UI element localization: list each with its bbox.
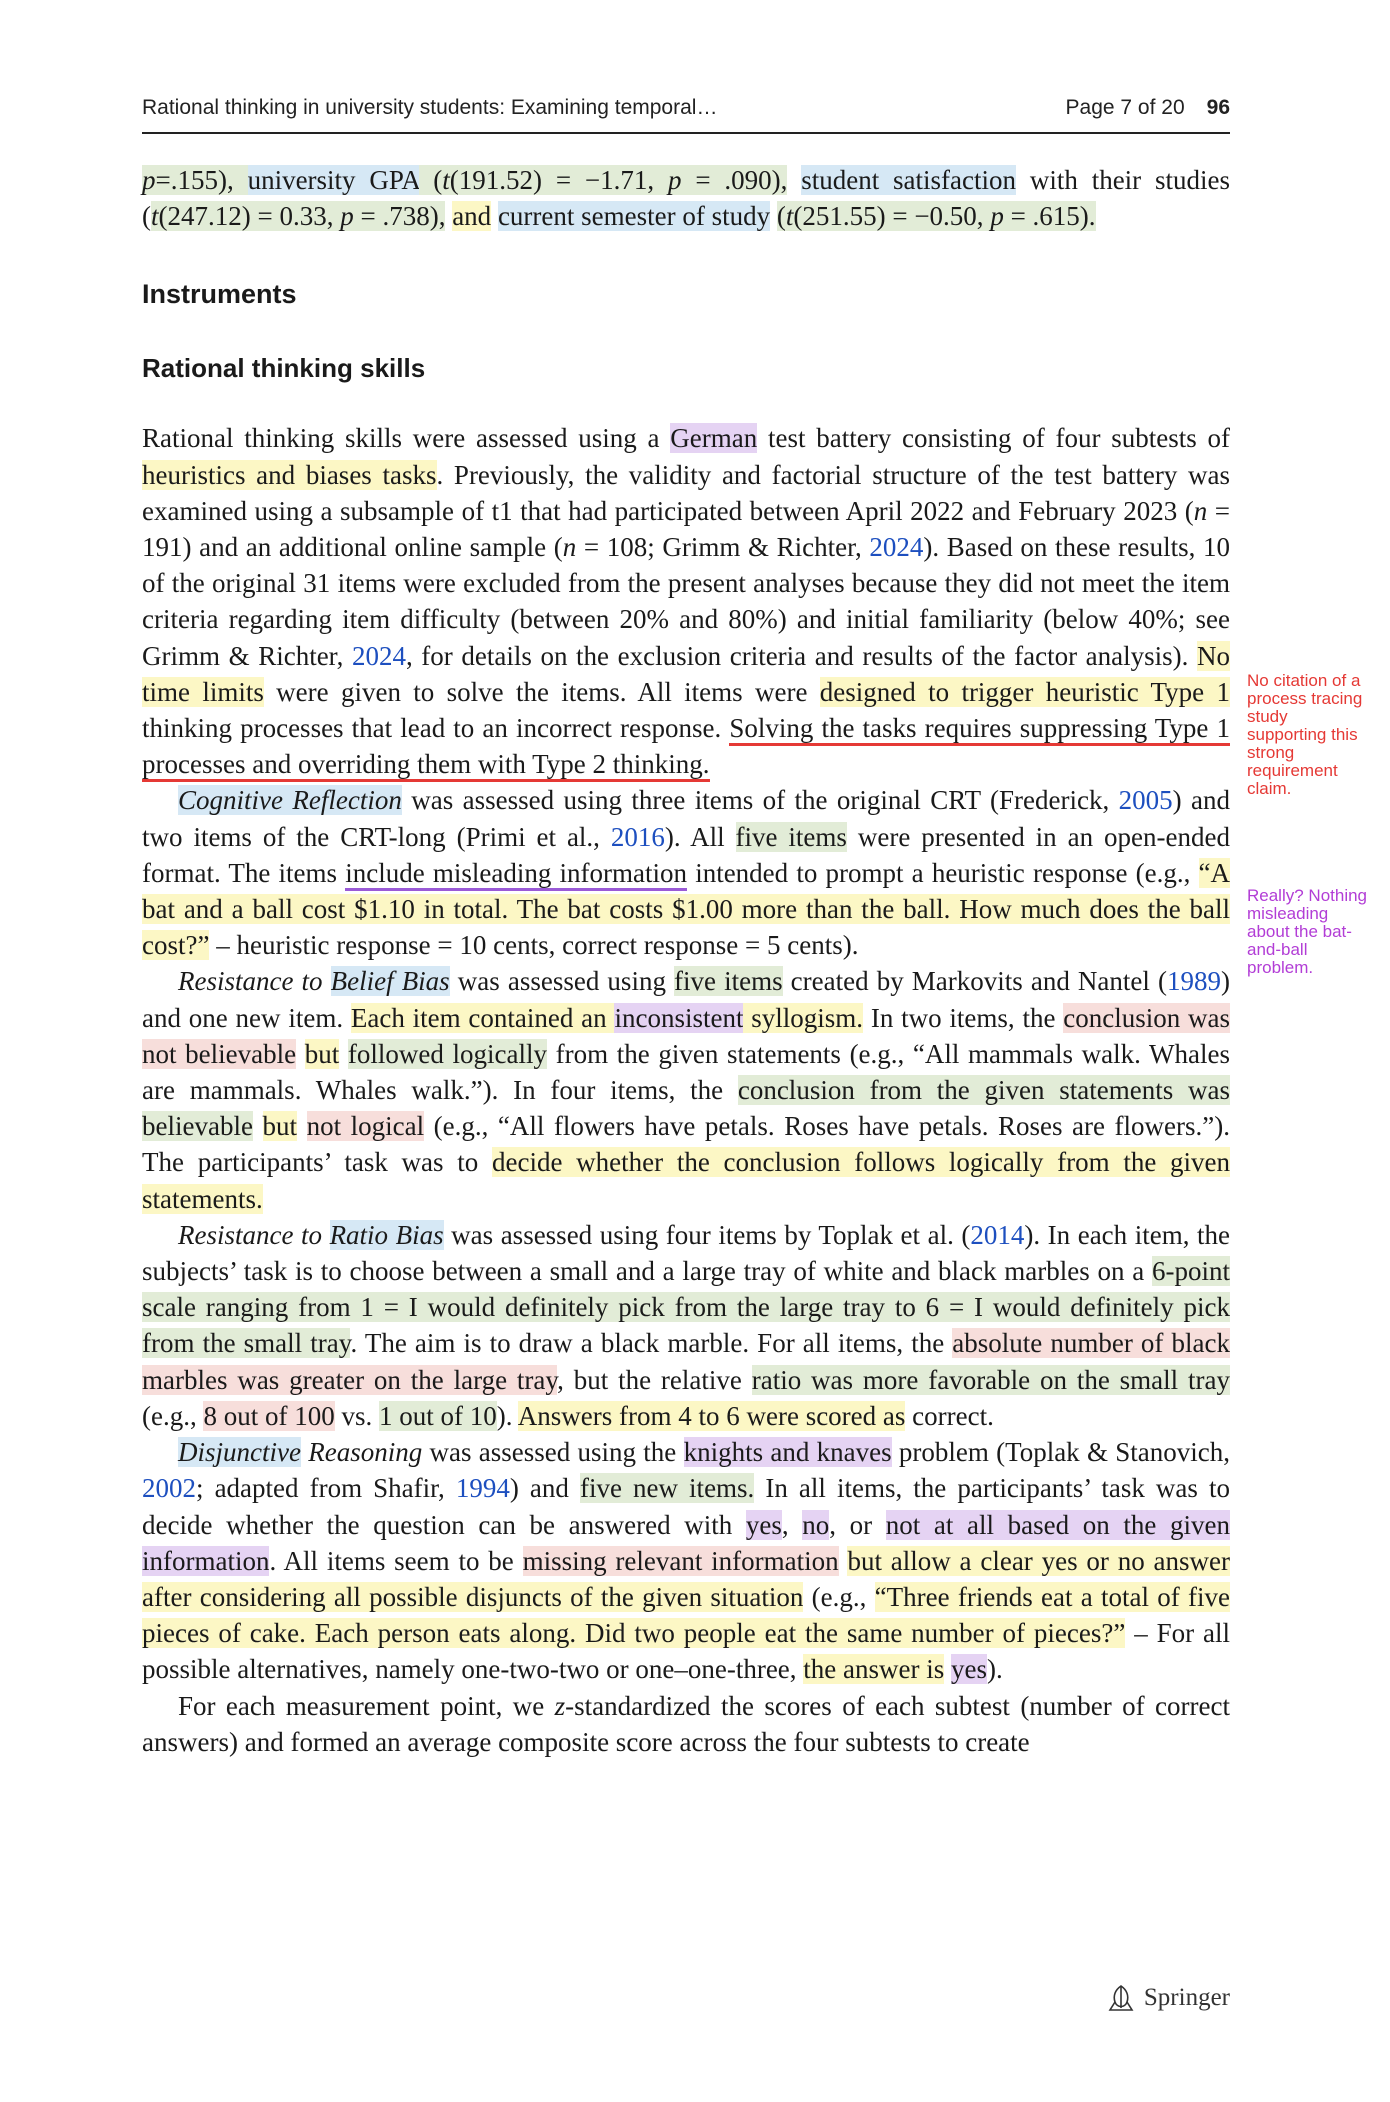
running-title: Rational thinking in university students: Examining temporal… bbox=[142, 96, 718, 119]
text-span: ratio was more favorable on the small tray bbox=[751, 1364, 1230, 1395]
citation-link[interactable]: 2024 bbox=[351, 640, 406, 671]
text-span: 1 out of 10 bbox=[379, 1400, 497, 1431]
citation-link[interactable]: 2002 bbox=[142, 1473, 196, 1504]
citation-link[interactable]: 2005 bbox=[1118, 785, 1173, 816]
text-span: after considering all possible disjuncts of the given situation bbox=[142, 1581, 804, 1612]
text-span: Ratio Bias bbox=[329, 1219, 444, 1250]
paragraph-sample-comparison: p=.155), university GPA (t(191.52) = −1.71, p = .090), student satisfaction with their studies (t(247.12) = 0.33, p = .738), and current semester of study (t(251.55) = −0.50, p = .615). bbox=[142, 165, 1231, 232]
text-span: five items bbox=[674, 966, 783, 997]
text-span: No time limits bbox=[142, 640, 1230, 707]
margin-comment-citation: No citation of a process tracing study supporting this strong requirement claim. bbox=[1247, 671, 1363, 798]
springer-logo-icon bbox=[1106, 1984, 1136, 2012]
text-span: not at all based on the given information bbox=[142, 1509, 1231, 1576]
text-span: Belief Bias bbox=[330, 966, 450, 997]
page-number: Page 7 of 20 bbox=[1065, 96, 1185, 119]
section-heading-instruments: Instruments bbox=[142, 279, 297, 310]
text-span: (t(191.52) = −1.71, p = .090), bbox=[419, 165, 788, 195]
underlined-claim: include misleading information bbox=[345, 858, 687, 891]
text-span: yes bbox=[951, 1654, 988, 1685]
text-span: (t(251.55) = −0.50, p = .615). bbox=[776, 201, 1096, 232]
running-header bbox=[142, 92, 1230, 134]
text-span: 6-point scale ranging from 1 = I would definitely pick from the large tray to 6 = I would definitely pick from the small tray bbox=[142, 1256, 1230, 1359]
publisher-footer bbox=[1106, 1984, 1230, 2012]
subsection-heading-rational-thinking: Rational thinking skills bbox=[142, 353, 426, 384]
text-span: university GPA bbox=[247, 165, 420, 195]
text-span: decide whether the conclusion follows logically from the given statements. bbox=[142, 1147, 1230, 1214]
body-text bbox=[142, 162, 1230, 1760]
text-span: Answers from 4 to 6 were scored as bbox=[517, 1400, 906, 1431]
text-span: but bbox=[262, 1111, 298, 1142]
citation-link[interactable]: 2016 bbox=[610, 821, 665, 852]
text-span: yes bbox=[745, 1509, 782, 1540]
margin-comment-bat-ball: Really? Nothing misleading about the bat-and-ball problem. bbox=[1247, 886, 1368, 977]
text-span: “A bat and a ball cost $1.10 in total. The bat costs $1.00 more than the ball. How much does the ball cost?” bbox=[142, 857, 1230, 961]
volume-number: 96 bbox=[1206, 96, 1230, 119]
text-span: and bbox=[452, 201, 492, 232]
citation-link[interactable]: 1994 bbox=[455, 1473, 510, 1504]
text-span: followed logically bbox=[347, 1038, 547, 1069]
text-span: inconsistent bbox=[614, 1002, 744, 1033]
citation-link[interactable]: 2024 bbox=[869, 532, 924, 563]
text-span: not logical bbox=[306, 1111, 425, 1142]
citation-link[interactable]: 1989 bbox=[1166, 966, 1221, 997]
paragraph-rational-thinking: Rational thinking skills were assessed using a German test battery consisting of four subtests of heuristics and biases tasks. Previously, the validity and factorial structure of the test battery was examined using a subsample of t1 that had participated between April 2022 and February 2023 (n = 191) and an additional online sample (n = 108; Grimm & Richter, 2024). Based on these results, 10 of the original 31 items were excluded from the present analyses because they did not meet the item criteria regarding item difficulty (between 20% and 80%) and initial familiarity (below 40%; see Grimm & Richter, 2024, for details on the exclusion criteria and results of the factor analysis). No time limits were given to solve the items. All items were designed to trigger heuristic Type 1 thinking processes that lead to an incorrect response. Solving the tasks requires suppressing Type 1 processes and overriding them with Type 2 thinking. bbox=[142, 420, 1230, 782]
text-span: t(247.12) = 0.33, p = .738), bbox=[151, 201, 446, 232]
publisher-name: Springer bbox=[1143, 1984, 1230, 2011]
text-span: Disjunctive bbox=[178, 1437, 301, 1468]
underlined-claim: Solving the tasks requires suppressing Type 1 processes and overriding them with Type 2 thinking. bbox=[142, 713, 1230, 782]
text-span: German bbox=[670, 423, 758, 454]
text-span: five items bbox=[735, 821, 847, 852]
paragraph-composite-score: For each measurement point, we z-standardized the scores of each subtest (number of correct answers) and formed an average composite score across the four subtests to create bbox=[142, 1690, 1230, 1757]
paragraph-cognitive-reflection: Cognitive Reflection was assessed using three items of the original CRT (Frederick, 2005) and two items of the CRT-long (Primi et al., 2016). All five items were presented in an open-ended format. The items include misleading information intended to prompt a heuristic response (e.g., “A bat and a ball cost $1.10 in total. The bat costs $1.00 more than the ball. How much does the ball cost?” – heuristic response = 10 cents, correct response = 5 cents). bbox=[142, 785, 1230, 961]
text-span: Each item contained an bbox=[350, 1002, 615, 1033]
text-span: conclusion from the given statements was believable bbox=[142, 1075, 1230, 1142]
text-span: “Three friends eat a total of five pieces of cake. Each person eats along. Did two people eat the same number of pieces?” bbox=[142, 1581, 1230, 1649]
text-span: but bbox=[304, 1038, 340, 1069]
text-span: Cognitive Reflection bbox=[178, 785, 402, 816]
text-span: conclusion was not believable bbox=[142, 1002, 1230, 1069]
text-span: missing relevant information bbox=[522, 1545, 839, 1576]
text-span: knights and knaves bbox=[683, 1437, 892, 1468]
page-info bbox=[1066, 96, 1230, 120]
text-span: 8 out of 100 bbox=[203, 1400, 335, 1431]
text-span: but allow a clear yes or no answer bbox=[847, 1545, 1230, 1576]
citation-link[interactable]: 2014 bbox=[970, 1219, 1025, 1250]
text-span: student satisfaction bbox=[801, 165, 1017, 195]
text-span: heuristics and biases tasks bbox=[142, 459, 437, 490]
text-span: syllogism. bbox=[743, 1002, 864, 1033]
paragraph-belief-bias: Resistance to Belief Bias was assessed using five items created by Markovits and Nantel (1989) and one new item. Each item contained an inconsistent syllogism. In two items, the conclusion was not believable but followed logically from the given statements (e.g., “All mammals walk. Whales are mammals. Whales walk.”). In four items, the conclusion from the given statements was believable but not logical (e.g., “All flowers have petals. Roses have petals. Roses are flowers.”). The participants’ task was to decide whether the conclusion follows logically from the given statements. bbox=[142, 966, 1231, 1214]
text-span: current semester of study bbox=[497, 201, 771, 232]
text-span: p=.155), bbox=[142, 165, 248, 195]
text-span: the answer is bbox=[803, 1654, 945, 1685]
text-span: five new items. bbox=[579, 1473, 755, 1504]
paragraph-disjunctive-reasoning: Disjunctive Reasoning was assessed using the knights and knaves problem (Toplak & Stanovich, 2002; adapted from Shafir, 1994) and five new items. In all items, the participants’ task was to decide whether the question can be answered with yes, no, or not at all based on the given information. All items seem to be missing relevant information but allow a clear yes or no answer after considering all possible disjuncts of the given situation (e.g., “Three friends eat a total of five pieces of cake. Each person eats along. Did two people eat the same number of pieces?” – For all possible alternatives, namely one-two-two or one–one-three, the answer is yes). bbox=[142, 1437, 1231, 1685]
paragraph-ratio-bias: Resistance to Ratio Bias was assessed using four items by Toplak et al. (2014). In each item, the subjects’ task is to choose between a small and a large tray of white and black marbles on a 6-point scale ranging from 1 = I would definitely pick from the large tray to 6 = I would definitely pick from the small tray. The aim is to draw a black marble. For all items, the absolute number of black marbles was greater on the large tray, but the relative ratio was more favorable on the small tray (e.g., 8 out of 100 vs. 1 out of 10). Answers from 4 to 6 were scored as correct. bbox=[142, 1219, 1230, 1431]
text-span: no bbox=[802, 1509, 830, 1540]
text-span: designed to trigger heuristic Type 1 bbox=[819, 676, 1230, 707]
text-span: absolute number of black marbles was greater on the large tray bbox=[142, 1328, 1230, 1395]
